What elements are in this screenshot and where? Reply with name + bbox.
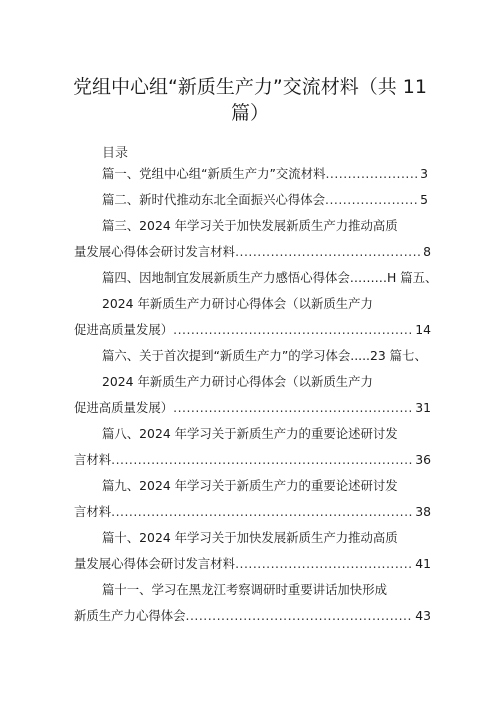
toc-entry-line[interactable]: 篇八、2024 年学习关于新质生产力的重要论述研讨发 <box>102 426 398 441</box>
toc-heading: 目录 <box>102 146 129 161</box>
title-line-1: 党组中心组“新质生产力”交流材料（共 11 <box>73 76 427 98</box>
toc-entry-text: 篇二、新时代推动东北全面振兴心得体会 <box>102 192 326 207</box>
toc-leader-dots <box>186 606 414 626</box>
toc-entry-page: 8 <box>423 244 431 259</box>
toc-entry[interactable] <box>74 450 431 470</box>
toc-entry-line[interactable]: 2024 年新质生产力研讨心得体会（以新质生产力 <box>102 296 373 311</box>
toc-entry-page: 38 <box>415 504 431 519</box>
toc-entry-text: 言材料 <box>74 452 112 467</box>
toc-entry-text: 篇一、党组中心组“新质生产力”交流材料 <box>102 166 326 181</box>
toc-entry-line[interactable]: 篇六、关于首次提到“新质生产力”的学习体会.....23 篇七、 <box>102 348 427 363</box>
toc-leader-dots <box>111 502 413 522</box>
toc-entry-page: 41 <box>415 556 431 571</box>
toc-leader-dots <box>325 164 418 184</box>
toc-entry-line[interactable]: 篇四、因地制宜发展新质生产力感悟心得体会………H 篇五、 <box>102 270 438 285</box>
toc-entry[interactable] <box>74 554 431 574</box>
toc-leader-dots <box>325 190 418 210</box>
toc-entry-text: 促进高质量发展） <box>74 400 174 415</box>
toc-leader-dots <box>235 554 413 574</box>
toc-entry-page: 14 <box>415 322 431 337</box>
toc-entry-page: 43 <box>415 608 431 623</box>
toc-entry-line[interactable]: 篇九、2024 年学习关于新质生产力的重要论述研讨发 <box>102 478 398 493</box>
toc-leader-dots <box>173 320 413 340</box>
toc-entry-text: 言材料 <box>74 504 112 519</box>
toc-entry-page: 3 <box>420 166 428 181</box>
toc-leader-dots <box>235 242 421 262</box>
toc-entry[interactable] <box>74 398 431 418</box>
toc-entry-text: 量发展心得体会研讨发言材料 <box>74 556 236 571</box>
toc-entry-page: 5 <box>420 192 428 207</box>
toc-entry-line[interactable]: 2024 年新质生产力研讨心得体会（以新质生产力 <box>102 374 373 389</box>
title-line-2: 篇） <box>230 102 269 124</box>
toc-entry-text: 新质生产力心得体会 <box>74 608 186 623</box>
toc-entry-text: 促进高质量发展） <box>74 322 174 337</box>
toc-entry[interactable] <box>102 164 428 184</box>
document-title <box>70 74 430 126</box>
toc-leader-dots <box>111 450 413 470</box>
toc-entry-page: 31 <box>415 400 431 415</box>
toc-leader-dots <box>173 398 413 418</box>
toc-entry-line[interactable]: 篇十一、学习在黑龙江考察调研时重要讲话加快形成 <box>102 582 387 597</box>
toc-entry[interactable] <box>74 502 431 522</box>
toc-entry-line[interactable]: 篇十、2024 年学习关于加快发展新质生产力推动高质 <box>102 530 398 545</box>
toc-entry-line[interactable]: 篇三、2024 年学习关于加快发展新质生产力推动高质 <box>102 218 398 233</box>
toc-entry[interactable] <box>74 242 431 262</box>
toc-entry-page: 36 <box>415 452 431 467</box>
toc-entry[interactable] <box>74 606 431 626</box>
toc-entry[interactable] <box>74 320 431 340</box>
toc-entry[interactable] <box>102 190 428 210</box>
toc-entry-text: 量发展心得体会研讨发言材料 <box>74 244 236 259</box>
